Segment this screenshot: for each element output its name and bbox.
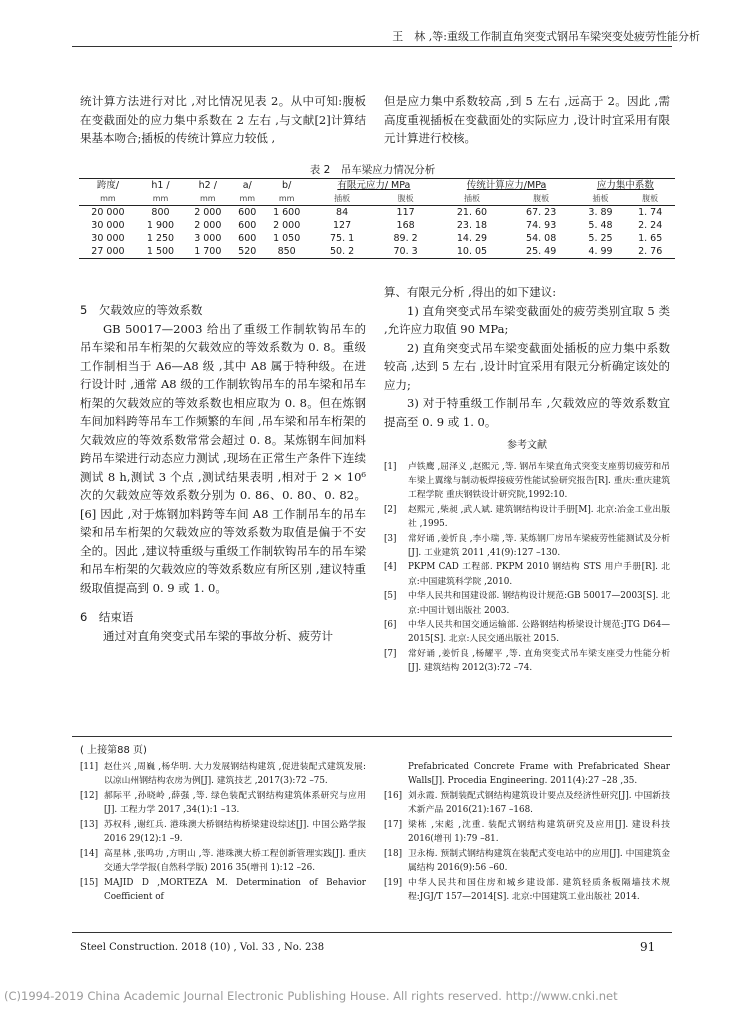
reference-text: 高星林 ,张鸣功 ,方明山 ,等. 港珠澳大桥工程创新管理实践[J]. 重庆交通大学学报(自然科学版) 2016 35(增刊 1):12 –26.	[104, 848, 366, 873]
reference-item	[384, 460, 670, 503]
continued-from-note: ( 上接第88 页)	[80, 745, 147, 756]
table-cell: 1 900	[146, 220, 175, 231]
top-left-text	[80, 92, 366, 148]
reference-text: 卫永梅. 预制式钢结构建筑在装配式变电站中的应用[J]. 中国建筑金属结构 2016(9):56 –60.	[408, 848, 670, 873]
table-cell: 5. 25	[588, 233, 613, 244]
section-6-paragraph: 通过对直角突变式吊车梁的事故分析、疲劳计	[103, 628, 333, 643]
header-span: 跨度/	[79, 179, 137, 193]
table-cell: 14. 29	[456, 233, 488, 244]
reference-number: [6]	[384, 620, 397, 631]
table-cell: 67. 23	[526, 207, 557, 218]
table-cell: 89. 2	[393, 233, 418, 244]
reference-number: [1]	[384, 461, 397, 472]
header-scf-label: 应力集中系数	[596, 180, 654, 191]
top-left-paragraph: 统计算方法进行对比 ,对比情况见表 2。从中可知:腹板在变截面处的应力集中系数在 2 左右 ,与文献[2]计算结果基本吻合;插板的传统计算应力较低 ,	[80, 94, 366, 145]
section-divider	[72, 736, 672, 737]
header-rule	[72, 46, 672, 47]
header-trad-stress-label: 传统计算应力/MPa	[466, 180, 547, 191]
conclusion-item: 3) 对于特重级工作制吊车 ,欠载效应的等效系数宜提高至 0. 9 或 1. 0。	[384, 396, 670, 429]
header-h1: h1 /	[137, 179, 184, 193]
reference-text: 郝际平 ,孙晓岭 ,薛强 ,等. 绿色装配式钢结构建筑体系研究与应用[J]. 工程力学 2017 ,34(1):1 –13.	[104, 790, 366, 816]
table-cell: 25. 49	[507, 245, 576, 259]
table-cell: 21. 60	[456, 207, 488, 218]
table-cell: 1 600	[273, 207, 301, 218]
reference-item	[384, 847, 670, 875]
table-cell: 1. 65	[638, 233, 663, 244]
reference-item	[384, 760, 670, 788]
top-right-text	[384, 92, 670, 148]
header-a: a/	[231, 179, 263, 193]
table-row	[79, 245, 675, 259]
reference-item	[80, 876, 366, 904]
reference-item	[80, 818, 366, 846]
reference-continued-text: Prefabricated Concrete Frame with Prefabricated Shear Walls[J]. Procedia Engineering. 2011(4):27 –28 ,35.	[408, 762, 670, 787]
table-cell: 23. 18	[456, 220, 488, 231]
header-fem-stress-label: 有限元应力/ MPa	[337, 180, 411, 191]
reference-number: [3]	[384, 533, 397, 544]
table-cell: 2 000	[273, 220, 301, 231]
table-cell: 2 000	[194, 220, 222, 231]
reference-text: 苏权科 ,谢红兵. 港珠澳大桥钢结构桥梁建设综述[J]. 中国公路学报 2016 29(12):1 –9.	[104, 819, 366, 845]
table-cell: 74. 93	[526, 220, 557, 231]
table-cell: 520	[231, 245, 263, 259]
table-cell: 27 000	[79, 245, 137, 259]
reference-text: 常好诵 ,姜忻良 ,杨耀平 ,等. 直角突变式吊车梁支座受力性能分析[J]. 建筑结构 2012(3):72 –74.	[408, 649, 670, 674]
reference-text: 中华人民共和国建设部. 钢结构设计规范:GB 50017—2003[S]. 北京:中国计划出版社 2003.	[408, 591, 670, 616]
header-scf	[576, 179, 675, 193]
table-cell: 75. 1	[329, 233, 355, 244]
unit-cell: mm	[263, 192, 310, 206]
table-cell: 1 050	[273, 233, 301, 244]
conclusion-item: 1) 直角突变式吊车梁变截面处的疲劳类别宜取 5 类 ,允许应力取值 90 MPa;	[384, 303, 670, 336]
reference-number: [4]	[384, 562, 397, 573]
reference-number: [5]	[384, 591, 397, 602]
table-cell: 30 000	[91, 233, 125, 244]
table-subheader-row	[79, 192, 675, 206]
header-trad-stress	[437, 179, 575, 193]
reference-text: 梁栋 ,宋彪 ,沈重. 装配式钢结构建筑研究及应用[J]. 建设科技 2016(增刊 1):79 –81.	[408, 819, 670, 845]
journal-citation: Steel Construction. 2018 (10) , Vol. 33 , No. 238	[80, 942, 325, 953]
header-b: b/	[263, 179, 310, 193]
table-cell: 1. 74	[638, 207, 663, 218]
subheader-cell: 腹板	[374, 192, 438, 206]
table-cell: 70. 3	[374, 245, 438, 259]
reference-number: [2]	[384, 504, 397, 515]
reference-number: [15]	[80, 877, 99, 888]
table-row	[79, 219, 675, 232]
reference-item	[384, 647, 670, 675]
section-5-paragraph: GB 50017—2003 给出了重级工作制软钩吊车的吊车梁和吊车桁架的欠载效应的等效系数为 0. 8。重级工作制相当于 A6—A8 级 ,其中 A8 属于特种级。在进行设计时 ,通常 A8 级的工作制软钩吊车的吊车梁和吊车桁架的欠载效应的等效系数也相应取为 0. 8。但在炼钢车间加料跨等吊车工作频繁的车间 ,吊车梁和吊车桁架的欠载效应的等效系数常常会超过 0. 8。某炼钢车间加料跨吊车梁进行动态应力测试 ,现场在正常生产条件下连续测试 8 h,测试 3 个点 ,测试结果表明 ,相对于 2 × 10⁶ 次的欠载效应等效系数分别为 0. 86、0. 80、0. 82。[6] 因此 ,对于炼钢加料跨等车间 A8 工作制吊车的吊车梁和吊车桁架的欠载效应的等效系数为取值是偏于不安全的。因此 ,建议特重级与重级工作制软钩吊车的吊车梁和吊车桁架的欠载效应的等效系数应有所区别 ,建议特重级取值提高到 0. 9 或 1. 0。	[80, 321, 366, 595]
table-cell: 3. 89	[588, 207, 613, 218]
table-cell: 2. 24	[638, 220, 663, 231]
reference-item	[384, 618, 670, 646]
top-right-paragraph: 但是应力集中系数较高 ,到 5 左右 ,远高于 2。因此 ,需高度重视插板在变截面处的实际应力 ,设计时宜采用有限元计算进行校核。	[384, 94, 670, 145]
reference-text: 常好诵 ,姜忻良 ,李小瑞 ,等. 某炼钢厂房吊车梁疲劳性能测试及分析[J]. 工业建筑 2011 ,41(9):127 –130.	[408, 533, 670, 558]
table-cell: 54. 08	[526, 233, 557, 244]
table-cell: 10. 05	[437, 245, 506, 259]
reference-text: 中华人民共和国交通运输部. 公路钢结构桥梁设计规范:JTG D64—2015[S]. 北京:人民交通出版社 2015.	[408, 620, 670, 645]
header-fem-stress	[310, 179, 437, 193]
reference-text: 赵熙元 ,柴昶 ,武人斌. 建筑钢结构设计手册[M]. 北京:冶金工业出版社 ,1995.	[408, 504, 670, 529]
header-h2: h2 /	[184, 179, 231, 193]
unit-cell: mm	[231, 192, 263, 206]
reference-item	[384, 532, 670, 560]
bottom-left-references	[80, 760, 366, 905]
section-5-title: 5 欠载效应的等效系数	[80, 303, 203, 317]
references-title: 参考文献	[507, 440, 547, 451]
reference-number: [13]	[80, 819, 99, 830]
table-cell: 2 000	[194, 207, 222, 218]
table-cell: 600	[238, 233, 257, 244]
reference-text: MAJID D ,MORTEZA M. Determination of Behavior Coefficient of	[104, 877, 366, 902]
reference-item	[80, 847, 366, 875]
reference-item	[80, 789, 366, 817]
reference-number: [17]	[384, 819, 403, 830]
reference-item	[384, 876, 670, 904]
reference-text: 赵仕兴 ,周巍 ,杨华明. 大力发展钢结构建筑 ,促进装配式建筑发展:以凉山州钢结构农房为例[J]. 建筑技艺 ,2017(3):72 –75.	[104, 762, 366, 787]
reference-text: PKPM CAD 工程部. PKPM 2010 钢结构 STS 用户手册[R]. 北京:中国建筑科学院 ,2010.	[408, 562, 670, 587]
table-cell: 168	[396, 220, 415, 231]
conclusion-continued: 算、有限元分析 ,得出的如下建议:	[384, 285, 557, 299]
table-cell: 1 700	[184, 245, 231, 259]
reference-number: [12]	[80, 790, 99, 801]
page-number: 91	[640, 940, 656, 954]
reference-item	[384, 560, 670, 588]
reference-number: [16]	[384, 790, 403, 801]
table-cell: 4. 99	[576, 245, 626, 259]
table-cell: 1 500	[137, 245, 184, 259]
reference-number: [14]	[80, 848, 99, 859]
table-cell: 3 000	[194, 233, 222, 244]
conclusion-item: 2) 直角突变式吊车梁变截面处插板的应力集中系数较高 ,达到 5 左右 ,设计时宜采用有限元分析确定该处的应力;	[384, 340, 670, 392]
reference-item	[384, 818, 670, 846]
reference-text: 中华人民共和国住房和城乡建设部. 建筑轻质条板隔墙技术规程:JGJ/T 157—2014[S]. 北京:中国建筑工业出版社 2014.	[408, 877, 670, 902]
table-cell: 800	[151, 207, 170, 218]
table-cell: 1 250	[146, 233, 175, 244]
reference-item	[80, 760, 366, 788]
subheader-cell: 插板	[437, 192, 506, 206]
table-row	[79, 206, 675, 220]
table-cell: 50. 2	[310, 245, 374, 259]
table-header-row	[79, 179, 675, 193]
table-cell: 20 000	[91, 207, 125, 218]
table-cell: 117	[396, 207, 415, 218]
table-cell: 600	[238, 220, 257, 231]
right-column	[384, 283, 670, 676]
table-caption: 表 2 吊车梁应力情况分析	[309, 164, 436, 176]
table-cell: 5. 48	[588, 220, 613, 231]
table-cell: 2. 76	[625, 245, 675, 259]
subheader-cell: 腹板	[625, 192, 675, 206]
table-cell: 850	[263, 245, 310, 259]
unit-cell: mm	[79, 192, 137, 206]
reference-number: [19]	[384, 877, 403, 888]
left-column	[80, 301, 366, 645]
reference-text: 卢铁鹰 ,屈泽义 ,赵熙元 ,等. 钢吊车梁直角式突变支座剪切疲劳和吊车梁上翼缘与制动板焊接疲劳性能试验研究报告[R]. 重庆:重庆建筑工程学院 重庆钢铁设计研究院,1992:10.	[408, 461, 670, 500]
subheader-cell: 腹板	[507, 192, 576, 206]
table-cell: 127	[333, 220, 352, 231]
table-cell: 84	[336, 207, 349, 218]
bottom-right-references	[384, 760, 670, 905]
table-cell: 30 000	[91, 220, 125, 231]
table-row	[79, 232, 675, 245]
stress-table	[79, 178, 675, 259]
subheader-cell: 插板	[576, 192, 626, 206]
unit-cell: mm	[137, 192, 184, 206]
unit-cell: mm	[184, 192, 231, 206]
reference-number: [11]	[80, 762, 99, 772]
reference-number: [18]	[384, 848, 403, 859]
running-header: 王 林 ,等:重级工作制直角突变式钢吊车梁突变处疲劳性能分析	[392, 30, 700, 43]
footer-rule	[72, 932, 672, 933]
reference-number: [7]	[384, 649, 397, 660]
reference-item	[384, 789, 670, 817]
subheader-cell: 插板	[310, 192, 374, 206]
copyright-watermark: (C)1994-2019 China Academic Journal Electronic Publishing House. All rights reserved. http://www.cnki.net	[4, 989, 618, 1003]
section-6-title: 6 结束语	[80, 610, 134, 624]
reference-text: 刘永霞. 预制装配式钢结构建筑设计要点及经济性研究[J]. 中国新技术新产品 2016(21):167 –168.	[408, 790, 670, 816]
reference-item	[384, 503, 670, 531]
table-cell: 600	[238, 207, 257, 218]
reference-item	[384, 589, 670, 617]
